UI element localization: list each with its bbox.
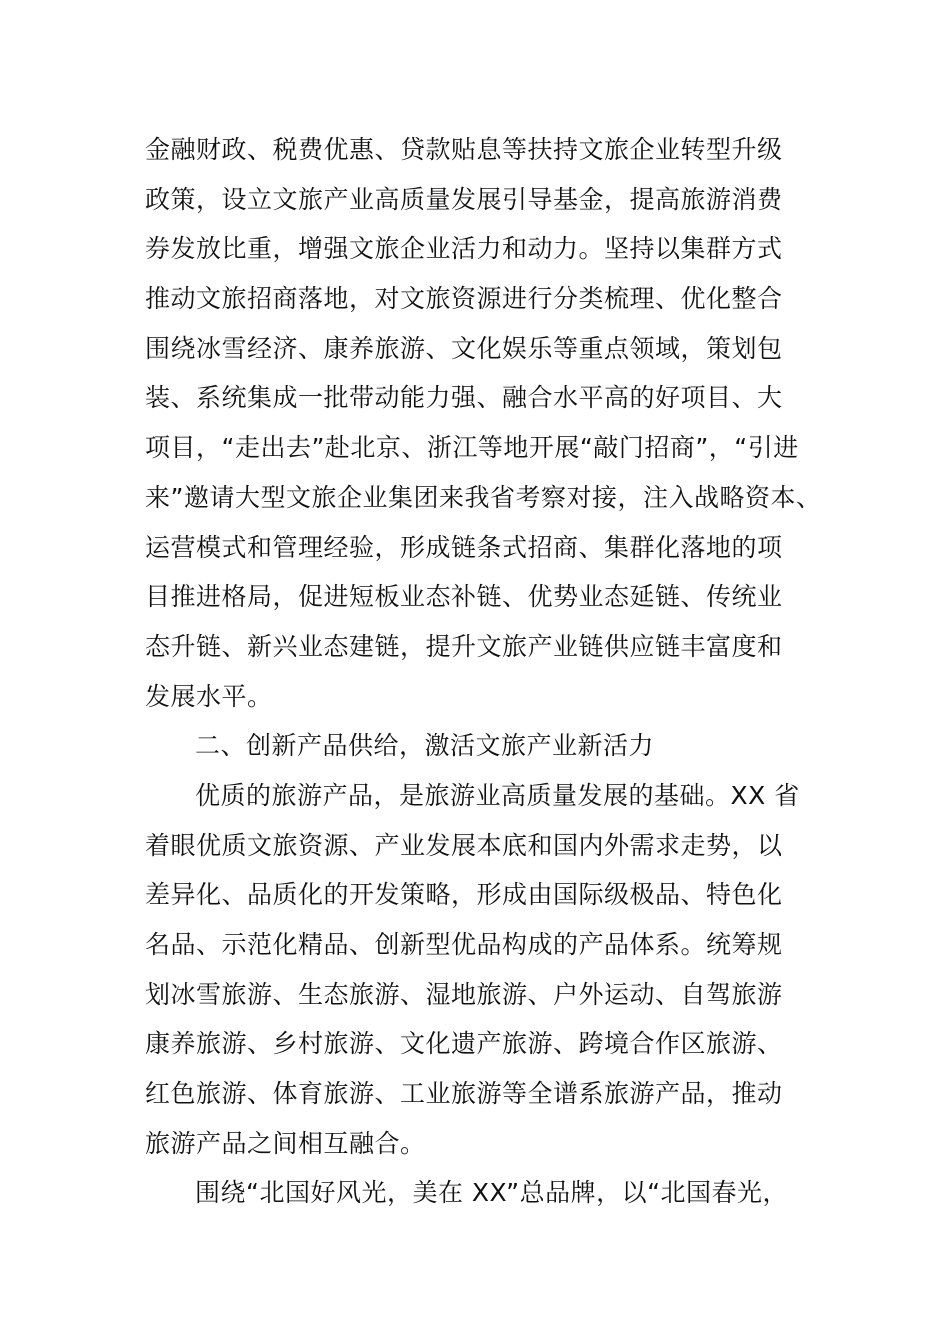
text-line: 名品、示范化精品、创新型优品构成的产品体系。统筹规 bbox=[145, 930, 783, 959]
text-line: 目推进格局，促进短板业态补链、优势业态延链、传统业 bbox=[145, 582, 783, 612]
section-heading: 二、创新产品供给，激活文旅产业新活力 bbox=[195, 731, 655, 761]
document-body bbox=[145, 125, 825, 1218]
text-line: 着眼优质文旅资源、产业发展本底和国内外需求走势，以 bbox=[145, 830, 783, 860]
text-line: 政策，设立文旅产业高质量发展引导基金，提高旅游消费 bbox=[145, 184, 783, 214]
paragraph-first-line: 优质的旅游产品，是旅游业高质量发展的基础。XX 省 bbox=[195, 780, 800, 810]
text-line: 项目，“走出去”赴北京、浙江等地开展“敲门招商”，“引进 bbox=[145, 433, 799, 463]
text-line: 装、系统集成一批带动能力强、融合水平高的好项目、大 bbox=[145, 383, 783, 413]
text-line: 来”邀请大型文旅企业集团来我省考察对接，注入战略资本、 bbox=[145, 482, 822, 512]
text-line: 态升链、新兴业态建链，提升文旅产业链供应链丰富度和 bbox=[145, 631, 783, 661]
paragraph-first-line: 围绕“北国好风光，美在 XX”总品牌，以“北国春光， bbox=[195, 1178, 789, 1208]
text-line: 红色旅游、体育旅游、工业旅游等全谱系旅游产品，推动 bbox=[145, 1079, 783, 1109]
text-line: 券发放比重，增强文旅企业活力和动力。坚持以集群方式 bbox=[145, 234, 783, 264]
text-line: 差异化、品质化的开发策略，形成由国际级极品、特色化 bbox=[145, 880, 783, 910]
text-line: 划冰雪旅游、生态旅游、湿地旅游、户外运动、自驾旅游 bbox=[145, 979, 783, 1009]
text-line: 金融财政、税费优惠、贷款贴息等扶持文旅企业转型升级 bbox=[145, 135, 783, 164]
text-line: 运营模式和管理经验，形成链条式招商、集群化落地的项 bbox=[145, 532, 783, 562]
text-line: 旅游产品之间相互融合。 bbox=[145, 1128, 426, 1158]
text-line: 推动文旅招商落地，对文旅资源进行分类梳理、优化整合 bbox=[145, 284, 783, 314]
text-line: 围绕冰雪经济、康养旅游、文化娱乐等重点领域，策划包 bbox=[145, 333, 783, 363]
text-line: 康养旅游、乡村旅游、文化遗产旅游、跨境合作区旅游、 bbox=[145, 1029, 783, 1059]
text-line: 发展水平。 bbox=[145, 681, 273, 711]
